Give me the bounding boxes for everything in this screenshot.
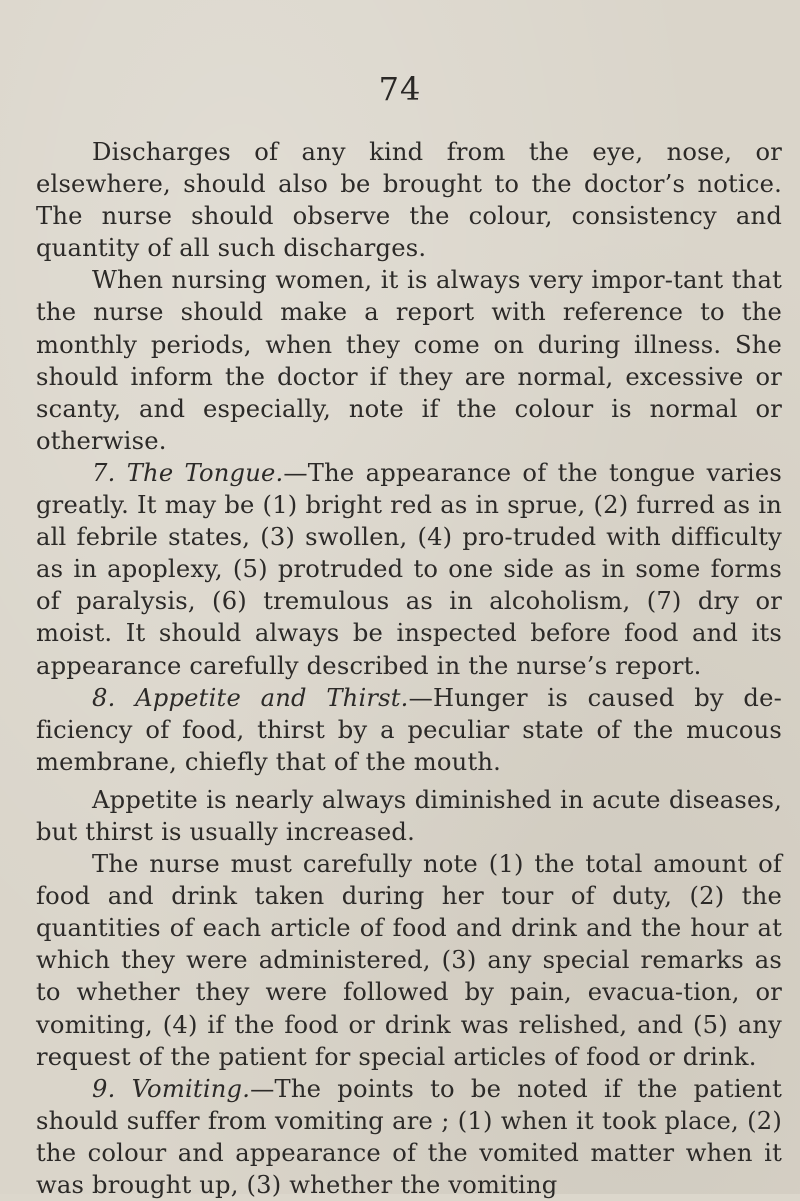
section-tongue bbox=[36, 457, 782, 682]
section-heading-tongue: 7. The Tongue. bbox=[92, 458, 284, 487]
paragraph-appetite bbox=[36, 784, 782, 848]
paragraph-discharges bbox=[36, 136, 782, 264]
paragraph-text: The nurse must carefully note (1) the total amount of food and drink taken during her tour of duty, (2) the quantities of each article of food and drink and the hour at which they were administered, (3) any special remarks as to whether they were followed by pain, evacua-tion, or vomiting, (4) if the food or drink was relished, and (5) any request of the patient for special articles of food or drink. bbox=[36, 850, 782, 1071]
paragraph-text: —The points to be noted if the patient should suffer from vomiting are ; (1) when it took place, (2) the colour and appearance of the vomited matter when it was brought up, (3) whether the vomiting bbox=[36, 1074, 782, 1199]
paragraph-nurse-note bbox=[36, 848, 782, 1073]
paragraph-text: —Hunger is caused by de-ficiency of food, thirst by a peculiar state of the mucous membrane, chiefly that of the mouth. bbox=[36, 683, 782, 776]
paragraph-text: Appetite is nearly always diminished in acute diseases, but thirst is usually increased. bbox=[36, 785, 782, 846]
section-appetite-thirst bbox=[36, 682, 782, 778]
section-heading-vomiting: 9. Vomiting. bbox=[92, 1074, 251, 1103]
paragraph-text: When nursing women, it is always very impor-tant that the nurse should make a report with reference to the monthly periods, when they come on during illness. She should inform the doctor if they are normal, excessive or scanty, and especially, note if the colour is normal or otherwise. bbox=[36, 266, 782, 455]
paragraph-text: —The appearance of the tongue varies greatly. It may be (1) bright red as in sprue, (2) furred as in all febrile states, (3) swollen, (4) pro-truded with difficulty as in apoplexy, (5) protruded to one side as in some forms of paralysis, (6) tremulous as in alcoholism, (7) dry or moist. It should always be inspected before food and its appearance carefully described in the nurse’s report. bbox=[36, 458, 782, 680]
section-heading-appetite: 8. Appetite and Thirst. bbox=[92, 683, 409, 712]
section-vomiting bbox=[36, 1073, 782, 1201]
body-text bbox=[36, 136, 782, 1201]
page-number: 74 bbox=[378, 70, 422, 108]
paragraph-nursing-women bbox=[36, 264, 782, 457]
paragraph-text: Discharges of any kind from the eye, nose, or elsewhere, should also be brought to the doctor’s notice. The nurse should observe the colour, consistency and quantity of all such discharges. bbox=[36, 138, 782, 263]
